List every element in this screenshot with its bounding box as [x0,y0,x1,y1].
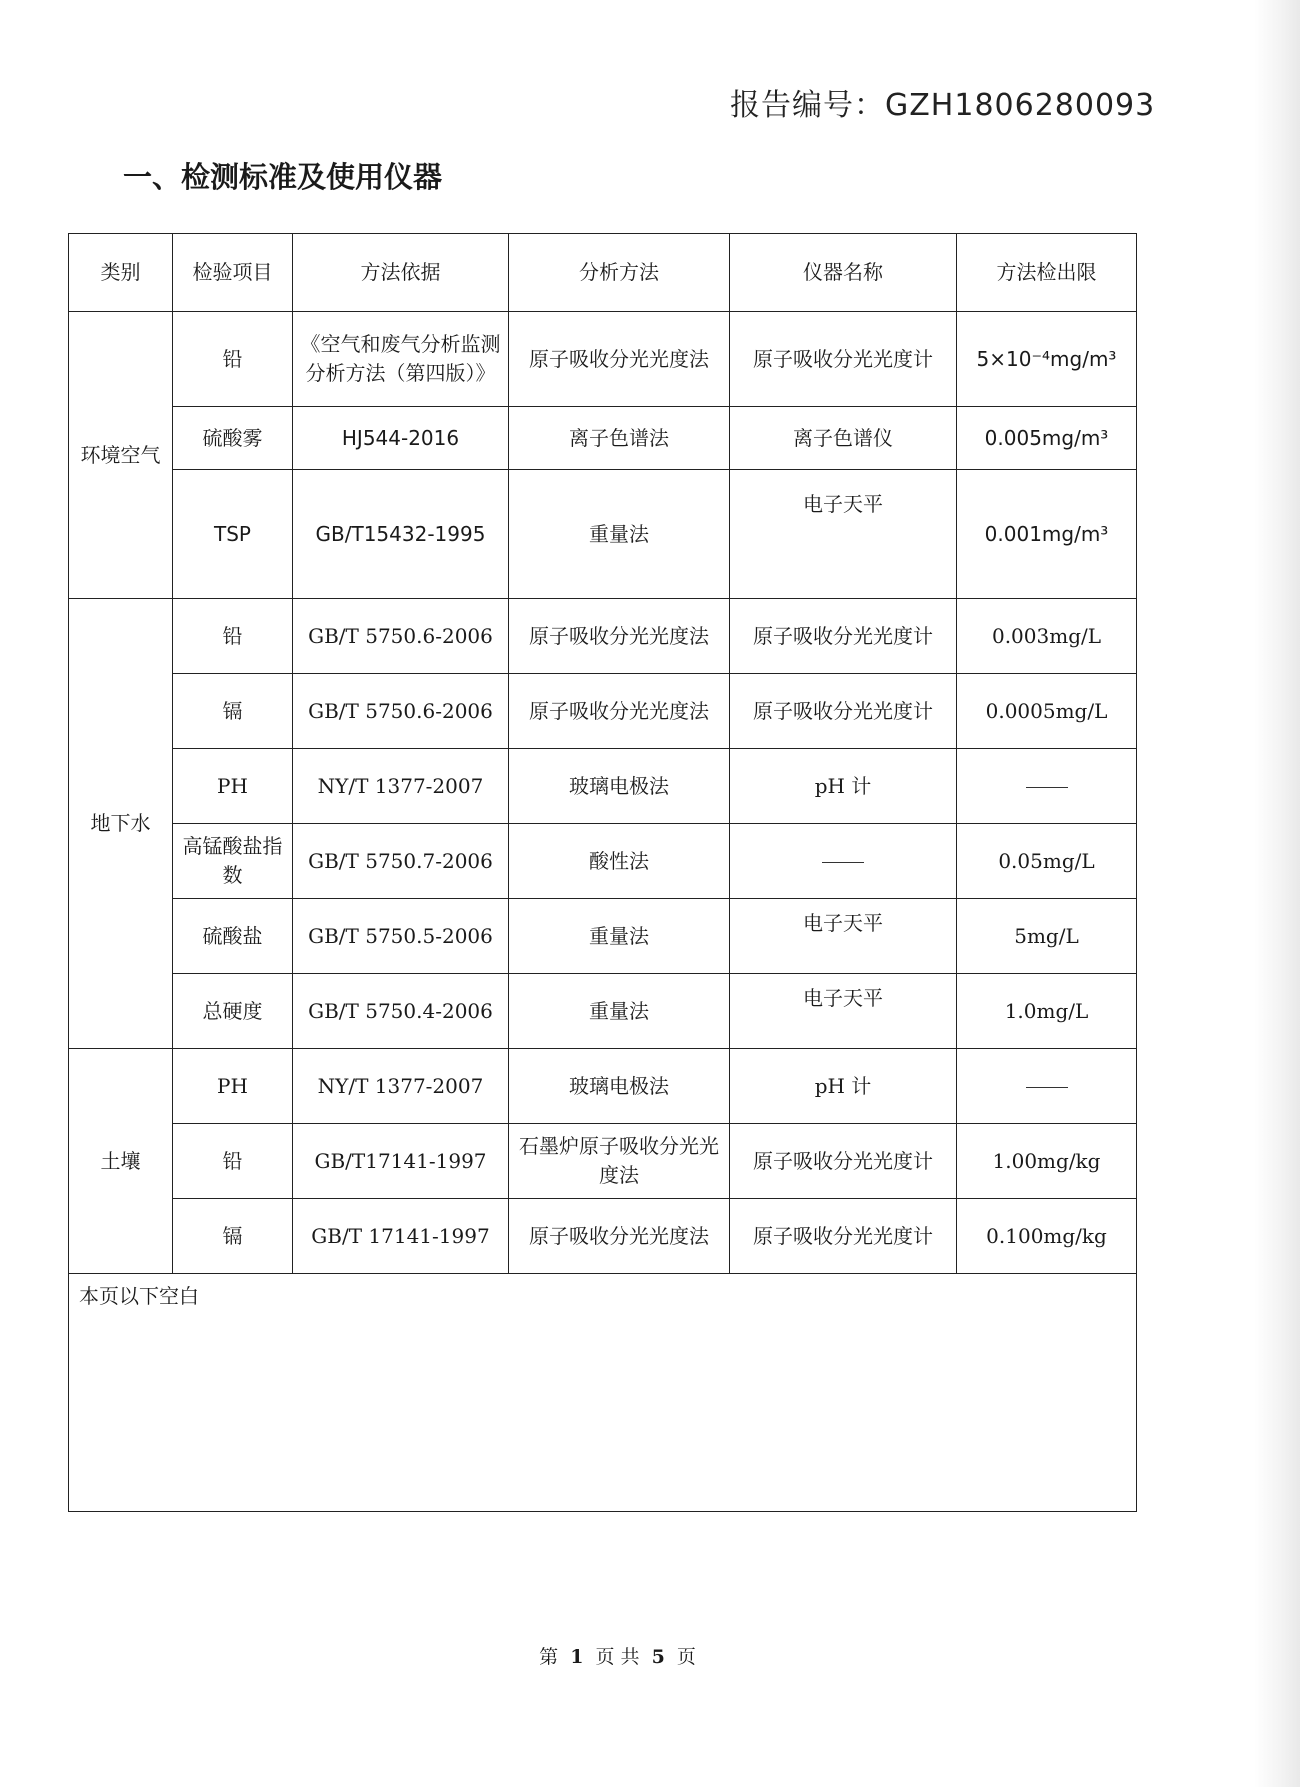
analysis-cell: 原子吸收分光光度法 [509,599,730,674]
method-basis-cell: GB/T17141-1997 [293,1124,509,1199]
category-cell: 地下水 [69,599,173,1049]
method-basis-cell: GB/T 17141-1997 [293,1199,509,1274]
instrument-cell: 电子天平 [730,470,957,599]
page-edge [1254,0,1300,1787]
section-title: 一、检测标准及使用仪器 [123,160,443,194]
table-row [69,899,1137,974]
analysis-cell: 重量法 [509,470,730,599]
instrument-cell: 电子天平 [730,899,957,974]
method-basis-cell: HJ544-2016 [293,407,509,470]
item-cell: PH [173,1049,293,1124]
limit-cell: 0.001mg/m³ [957,470,1137,599]
limit-cell: 5×10⁻⁴mg/m³ [957,312,1137,407]
table-row [69,1124,1137,1199]
blank-note: 本页以下空白 [69,1274,1137,1512]
analysis-cell: 酸性法 [509,824,730,899]
method-basis-cell: GB/T 5750.7-2006 [293,824,509,899]
footer-mid: 页 共 [595,1646,640,1668]
analysis-cell: 原子吸收分光光度法 [509,1199,730,1274]
instrument-cell [730,824,957,899]
limit-cell: 0.005mg/m³ [957,407,1137,470]
instrument-cell: 原子吸收分光光度计 [730,599,957,674]
footer-prefix: 第 [539,1646,559,1668]
table-row [69,674,1137,749]
method-basis-cell: GB/T 5750.5-2006 [293,899,509,974]
instrument-cell: 离子色谱仪 [730,407,957,470]
method-basis-cell: 《空气和废气分析监测分析方法（第四版）》 [293,312,509,407]
table-row [69,470,1137,599]
analysis-cell: 玻璃电极法 [509,749,730,824]
instrument-cell: 原子吸收分光光度计 [730,674,957,749]
analysis-cell: 原子吸收分光光度法 [509,312,730,407]
report-number: 报告编号：GZH1806280093 [730,88,1156,123]
method-basis-cell: NY/T 1377-2007 [293,749,509,824]
item-cell: 硫酸雾 [173,407,293,470]
instrument-cell: 电子天平 [730,974,957,1049]
header-category: 类别 [69,234,173,312]
category-cell: 环境空气 [69,312,173,599]
method-basis-cell: GB/T 5750.6-2006 [293,674,509,749]
item-cell: 铅 [173,599,293,674]
method-basis-cell: GB/T 5750.4-2006 [293,974,509,1049]
limit-cell: 5mg/L [957,899,1137,974]
item-cell: 铅 [173,1124,293,1199]
header-item: 检验项目 [173,234,293,312]
analysis-cell: 重量法 [509,899,730,974]
item-cell: TSP [173,470,293,599]
table-row [69,599,1137,674]
analysis-cell: 原子吸收分光光度法 [509,674,730,749]
limit-cell: 0.0005mg/L [957,674,1137,749]
table-row [69,407,1137,470]
item-cell: 镉 [173,1199,293,1274]
empty-dash [1026,787,1068,788]
analysis-cell: 离子色谱法 [509,407,730,470]
instrument-cell: pH 计 [730,1049,957,1124]
method-basis-cell: NY/T 1377-2007 [293,1049,509,1124]
analysis-cell: 石墨炉原子吸收分光光度法 [509,1124,730,1199]
header-instrument: 仪器名称 [730,234,957,312]
limit-cell: 1.0mg/L [957,974,1137,1049]
item-cell: 高锰酸盐指数 [173,824,293,899]
standards-table [68,233,1137,1512]
limit-cell: 0.100mg/kg [957,1199,1137,1274]
header-method-basis: 方法依据 [293,234,509,312]
footer-page-number: 1 [570,1646,584,1668]
item-cell: 总硬度 [173,974,293,1049]
item-cell: PH [173,749,293,824]
header-detection-limit: 方法检出限 [957,234,1137,312]
table-row [69,312,1137,407]
item-cell: 镉 [173,674,293,749]
limit-cell [957,749,1137,824]
table-header-row [69,234,1137,312]
limit-cell: 0.05mg/L [957,824,1137,899]
empty-dash [1026,1087,1068,1088]
method-basis-cell: GB/T15432-1995 [293,470,509,599]
category-cell: 土壤 [69,1049,173,1274]
instrument-cell: pH 计 [730,749,957,824]
table-row [69,974,1137,1049]
limit-cell: 1.00mg/kg [957,1124,1137,1199]
limit-cell [957,1049,1137,1124]
table-row [69,1049,1137,1124]
header-analysis-method: 分析方法 [509,234,730,312]
footer-suffix: 页 [676,1646,696,1668]
analysis-cell: 玻璃电极法 [509,1049,730,1124]
instrument-cell: 原子吸收分光光度计 [730,1124,957,1199]
method-basis-cell: GB/T 5750.6-2006 [293,599,509,674]
page-footer [0,1642,1235,1669]
table-row [69,749,1137,824]
analysis-cell: 重量法 [509,974,730,1049]
item-cell: 铅 [173,312,293,407]
empty-dash [822,862,864,863]
blank-note-row [69,1274,1137,1512]
instrument-cell: 原子吸收分光光度计 [730,1199,957,1274]
limit-cell: 0.003mg/L [957,599,1137,674]
footer-total-pages: 5 [651,1646,665,1668]
item-cell: 硫酸盐 [173,899,293,974]
instrument-cell: 原子吸收分光光度计 [730,312,957,407]
table-row [69,1199,1137,1274]
table-row [69,824,1137,899]
